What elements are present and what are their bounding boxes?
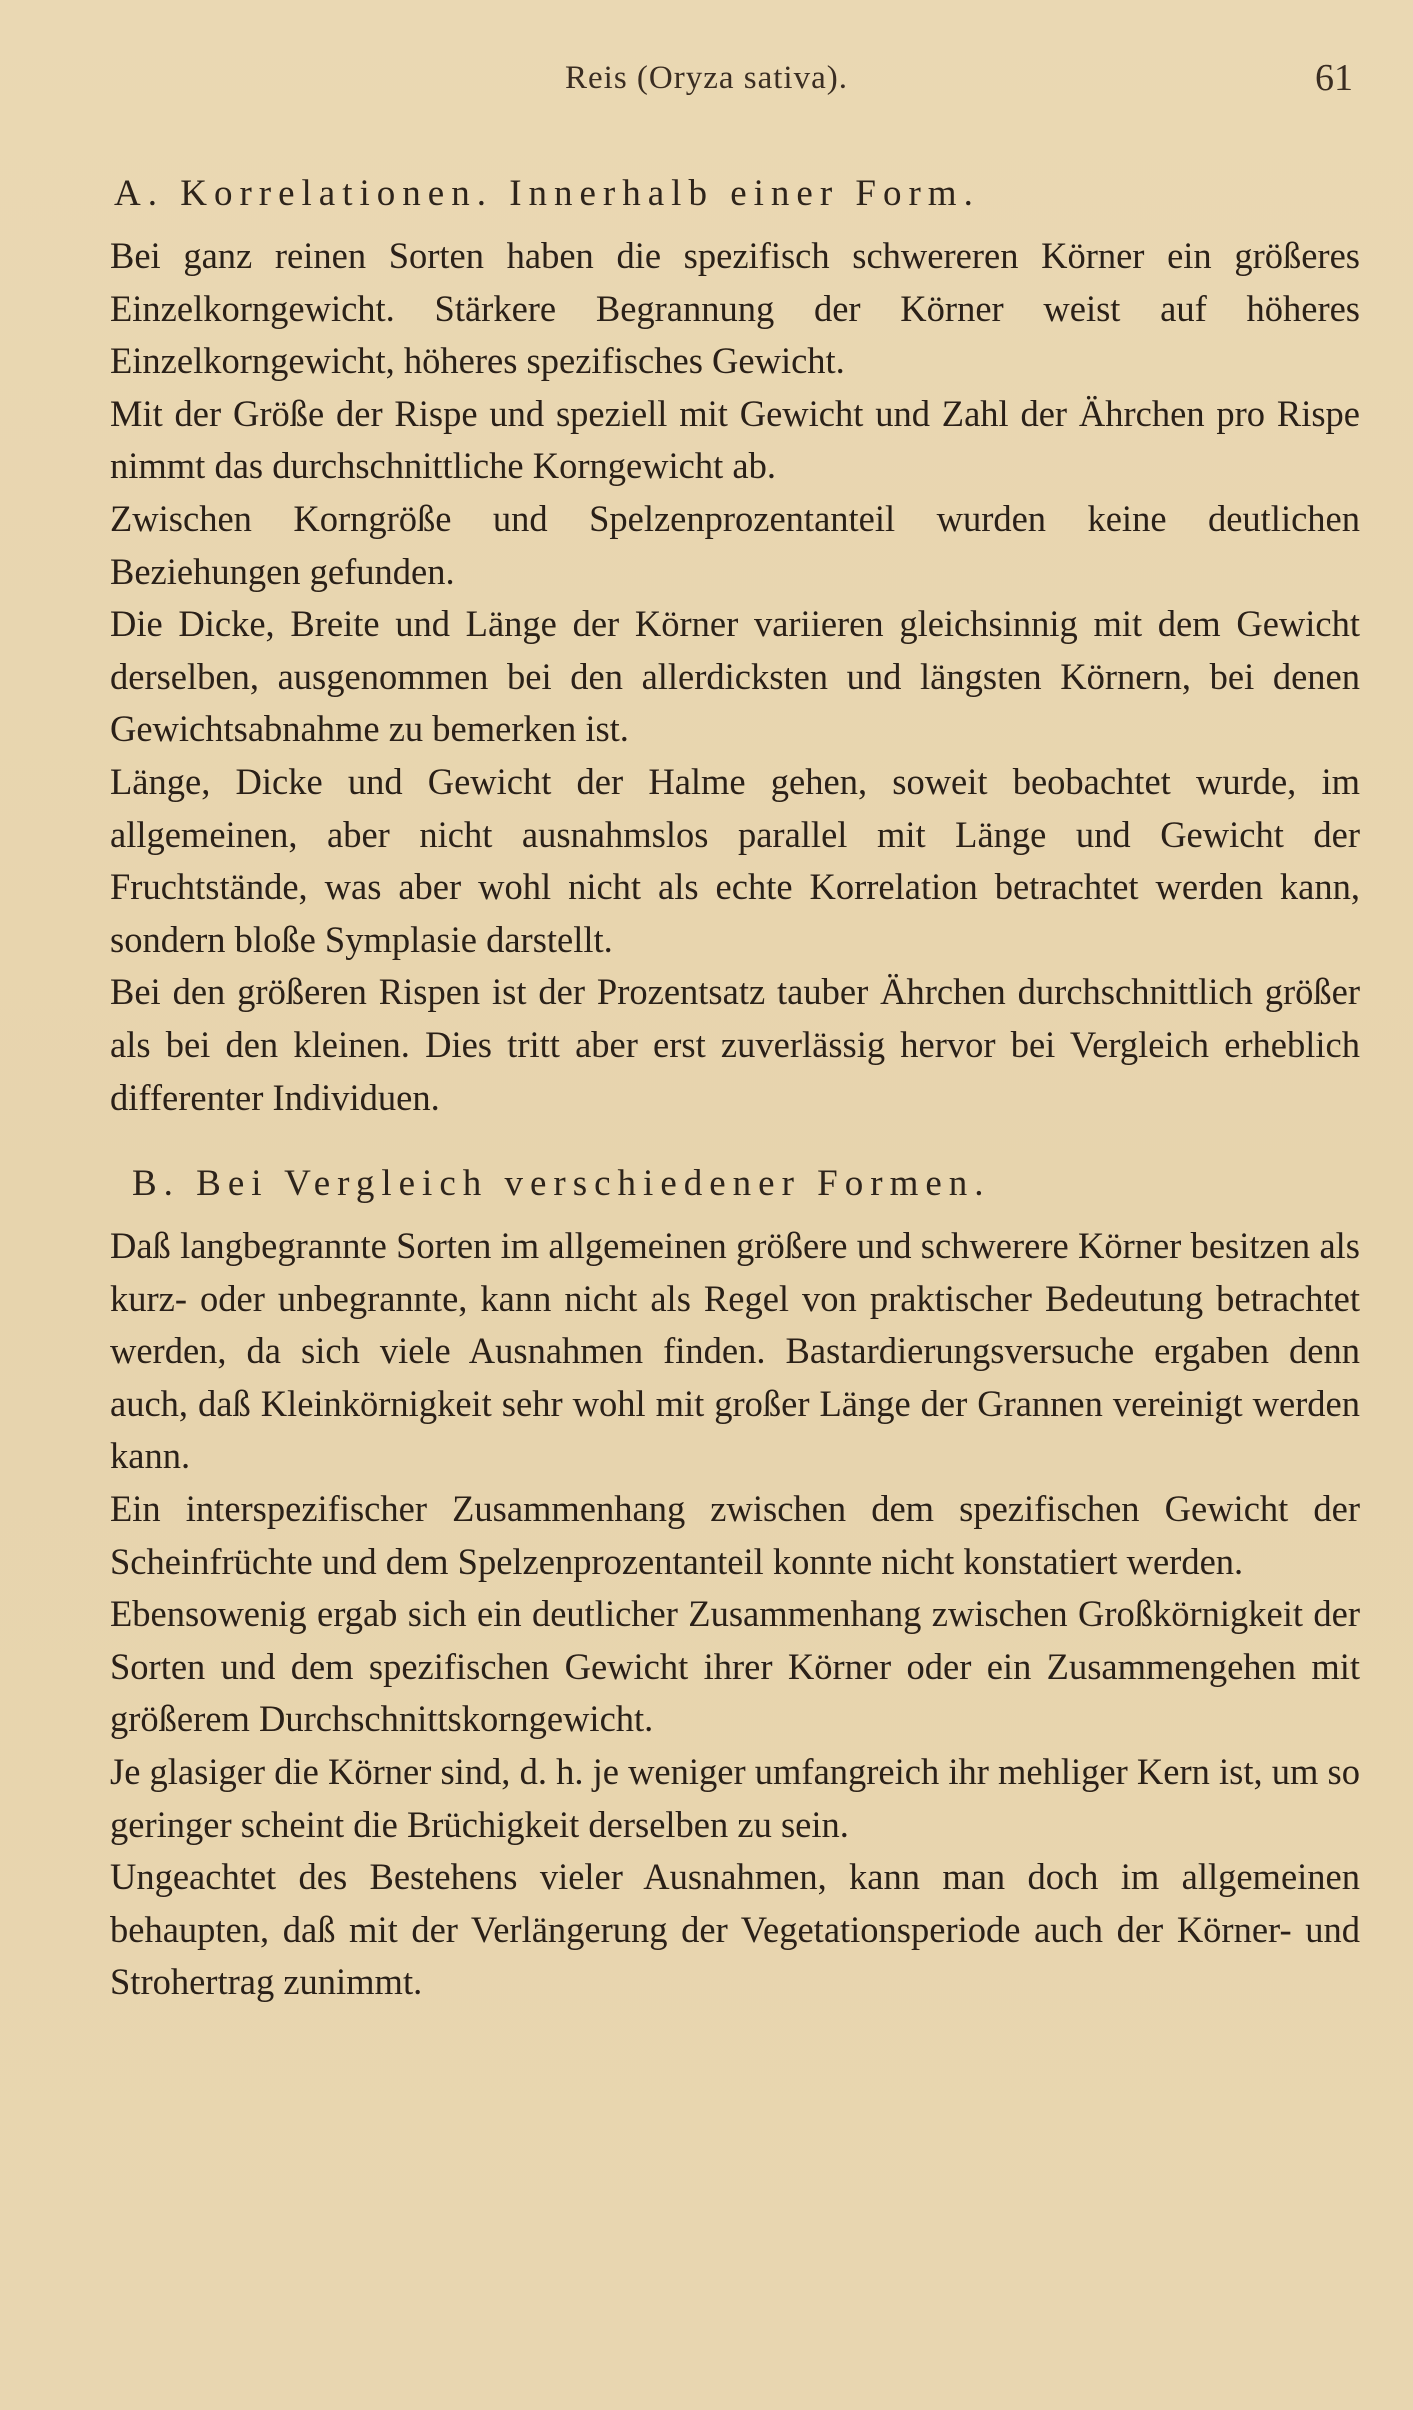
paragraph: Mit der Größe der Rispe und speziell mit Gewicht und Zahl der Ährchen pro Rispe nimmt das durchschnittliche Korngewicht ab. xyxy=(110,392,1360,487)
paragraph: Ebensowenig ergab sich ein deutlicher Zusammenhang zwischen Großkörnigkeit der Sorten und dem spezifischen Gewicht ihrer Körner oder ein Zusammengehen mit größerem Durchschnittskorngewicht. xyxy=(110,1593,1360,1740)
paragraph: Die Dicke, Breite und Länge der Körner variieren gleichsinnig mit dem Gewicht derselben, ausgenommen bei den allerdicksten und längsten Körnern, bei denen Gewichtsabnahme zu bemerken ist. xyxy=(110,603,1360,750)
paragraph: Bei ganz reinen Sorten haben die spezifisch schwereren Körner ein größeres Einzelkorngewicht. Stärkere Begrannung der Körner weist auf höheres Einzelkorngewicht, höheres spezifisches Gewicht. xyxy=(110,235,1360,382)
paragraph: Bei den größeren Rispen ist der Prozentsatz tauber Ährchen durchschnittlich größer als bei den kleinen. Dies tritt aber erst zuverlässig hervor bei Vergleich erheblich differenter Individuen. xyxy=(110,971,1360,1118)
section-a-body xyxy=(110,230,1360,1124)
section-b-body xyxy=(110,1220,1360,2009)
paragraph: Ein interspezifischer Zusammenhang zwischen dem spezifischen Gewicht der Scheinfrüchte und dem Spelzenprozentanteil konnte nicht konstatiert werden. xyxy=(110,1488,1360,1582)
paragraph: Ungeachtet des Bestehens vieler Ausnahmen, kann man doch im allgemeinen behaupten, daß mit der Verlängerung der Vegetationsperiode auch der Körner- und Strohertrag zunimmt. xyxy=(110,1856,1360,2003)
section-a-heading: A. Korrelationen. Innerhalb einer Form. xyxy=(114,173,980,214)
running-title: Reis (Oryza sativa). xyxy=(565,60,848,96)
section-b-heading: B. Bei Vergleich verschiedener Formen. xyxy=(132,1163,991,1205)
running-head xyxy=(0,52,1413,112)
paragraph: Daß langbegrannte Sorten im allgemeinen größere und schwerere Körner besitzen als kurz- oder unbegrannte, kann nicht als Regel von praktischer Bedeutung betrachtet werden, da sich viele Ausnahmen finden. Bastardierungsversuche ergaben denn auch, daß Kleinkörnigkeit sehr wohl mit großer Länge der Grannen vereinigt werden kann. xyxy=(110,1225,1360,1477)
paragraph: Je glasiger die Körner sind, d. h. je weniger umfangreich ihr mehliger Kern ist, um so geringer scheint die Brüchigkeit derselben zu sein. xyxy=(110,1751,1360,1845)
page-number: 61 xyxy=(1315,57,1353,99)
page-body xyxy=(110,168,1360,2009)
paragraph: Zwischen Korngröße und Spelzenprozentanteil wurden keine deutlichen Beziehungen gefunden. xyxy=(110,497,1360,592)
paragraph: Länge, Dicke und Gewicht der Halme gehen, soweit beobachtet wurde, im allgemeinen, aber nicht ausnahmslos parallel mit Länge und Gewicht der Fruchtstände, was aber wohl nicht als echte Korrelation betrachtet werden kann, sondern bloße Symplasie darstellt. xyxy=(110,760,1360,960)
